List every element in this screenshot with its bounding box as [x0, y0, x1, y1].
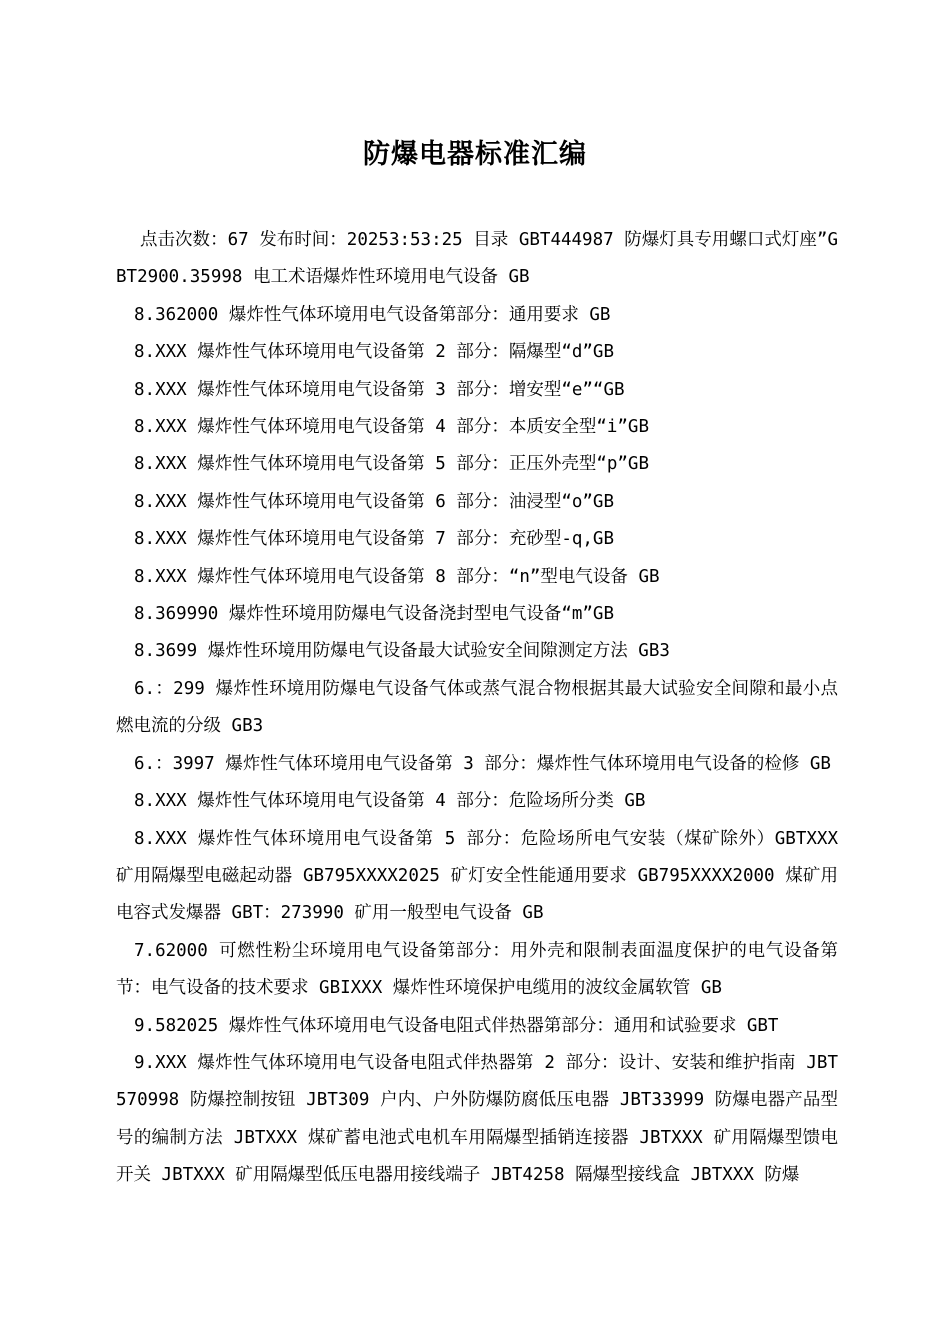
- paragraph: 8.XXX 爆炸性气体环境用电气设备第 4 部分：本质安全型“i”GB: [134, 417, 650, 438]
- document-title: 防爆电器标准汇编: [363, 139, 587, 170]
- paragraph: 8.XXX 爆炸性气体环境用电气设备第 6 部分：油浸型“o”GB: [134, 491, 615, 512]
- paragraph: 8.XXX 爆炸性气体环境用电气设备第 3 部分：增安型“e”“GB: [134, 379, 625, 400]
- paragraph: 8.3699 爆炸性环境用防爆电气设备最大试验安全间隙测定方法 GB3: [134, 641, 670, 662]
- paragraph: 8.XXX 爆炸性气体环境用电气设备第 5 部分：危险场所电气安装（煤矿除外）GBTXXX 矿用隔爆型电磁起动器 GB795XXXX2025 矿灯安全性能通用要求 GB795XXXX2000 煤矿用电容式发爆器 GBT：273990 矿用一般型电气设备 GB: [116, 828, 838, 924]
- paragraph: 8.369990 爆炸性环境用防爆电气设备浇封型电气设备“m”GB: [134, 604, 615, 625]
- document-body: [116, 222, 838, 1195]
- paragraph: 7.62000 可燃性粉尘环境用电气设备第部分：用外壳和限制表面温度保护的电气设备第节：电气设备的技术要求 GBIXXX 爆炸性环境保护电缆用的波纹金属软管 GB: [116, 940, 838, 999]
- paragraph: 8.XXX 爆炸性气体环境用电气设备第 2 部分：隔爆型“d”GB: [134, 342, 615, 363]
- paragraph: 8.XXX 爆炸性气体环境用电气设备第 5 部分：正压外壳型“p”GB: [134, 454, 650, 475]
- paragraph: 8.XXX 爆炸性气体环境用电气设备第 8 部分：“n”型电气设备 GB: [134, 566, 660, 587]
- paragraph: 6.：299 爆炸性环境用防爆电气设备气体或蒸气混合物根据其最大试验安全间隙和最小点燃电流的分级 GB3: [116, 678, 838, 737]
- paragraph: 8.XXX 爆炸性气体环境用电气设备第 7 部分：充砂型-q,GB: [134, 529, 615, 550]
- paragraph: 8.XXX 爆炸性气体环境用电气设备第 4 部分：危险场所分类 GB: [134, 791, 646, 812]
- paragraph: 8.362000 爆炸性气体环境用电气设备第部分：通用要求 GB: [134, 304, 611, 325]
- paragraph: 6.：3997 爆炸性气体环境用电气设备第 3 部分：爆炸性气体环境用电气设备的检修 GB: [134, 753, 831, 774]
- paragraph: 9.XXX 爆炸性气体环境用电气设备电阻式伴热器第 2 部分：设计、安装和维护指南 JBT570998 防爆控制按钮 JBT309 户内、户外防爆防腐低压电器 JBT33999 防爆电器产品型号的编制方法 JBTXXX 煤矿蓄电池式电机车用隔爆型插销连接器 JBTXXX 矿用隔爆型馈电开关 JBTXXX 矿用隔爆型低压电器用接线端子 JBT4258 隔爆型接线盒 JBTXXX 防爆: [116, 1052, 838, 1186]
- paragraph: 9.582025 爆炸性气体环境用电气设备电阻式伴热器第部分：通用和试验要求 GBT: [134, 1015, 779, 1036]
- paragraph-intro: 点击次数：67 发布时间：20253:53:25 目录 GBT444987 防爆灯具专用螺口式灯座”GBT2900.35998 电工术语爆炸性环境用电气设备 GB: [116, 230, 838, 288]
